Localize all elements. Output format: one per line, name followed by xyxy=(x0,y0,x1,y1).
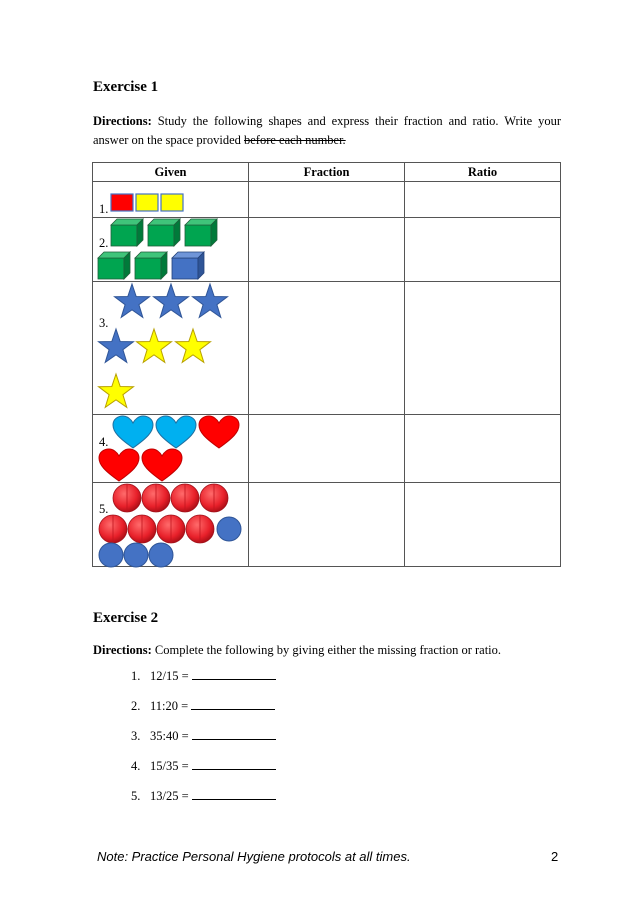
hearts-group-icon xyxy=(98,415,248,481)
fraction-answer-cell[interactable] xyxy=(249,415,405,483)
list-item xyxy=(131,668,276,684)
given-cell-2 xyxy=(93,218,249,282)
table-header-row xyxy=(93,163,561,182)
ratio-answer-cell[interactable] xyxy=(405,182,561,218)
directions-label: Directions: xyxy=(93,643,152,657)
list-item xyxy=(131,758,276,774)
item-expression: 13/25 = xyxy=(150,789,189,803)
row-number: 3. xyxy=(99,316,109,330)
item-expression: 11:20 = xyxy=(150,699,189,713)
exercise-2-title: Exercise 2 xyxy=(93,610,159,626)
item-number: 3. xyxy=(131,729,141,743)
given-cell-5 xyxy=(93,483,249,567)
page-number: 2 xyxy=(551,849,559,864)
item-number: 4. xyxy=(131,759,141,773)
item-expression: 15/35 = xyxy=(150,759,189,773)
table-row xyxy=(93,182,561,218)
header-given: Given xyxy=(93,163,249,182)
directions-text: Complete the following by giving either the missing fraction or ratio. xyxy=(151,643,502,657)
struck-text: before each number. xyxy=(244,133,346,147)
list-item xyxy=(131,728,276,744)
directions-label: Directions: xyxy=(93,114,152,128)
header-ratio: Ratio xyxy=(405,163,561,182)
row-number: 5. xyxy=(99,502,109,516)
table-row xyxy=(93,218,561,282)
fraction-answer-cell[interactable] xyxy=(249,182,405,218)
list-item xyxy=(131,788,276,804)
row-number: 1. xyxy=(99,202,109,216)
given-cell-1 xyxy=(93,182,249,218)
given-cell-3 xyxy=(93,282,249,415)
fraction-answer-cell[interactable] xyxy=(249,483,405,567)
exercise-2-directions xyxy=(93,641,561,660)
item-number: 5. xyxy=(131,789,141,803)
squares-group-icon xyxy=(110,193,186,213)
stars-group-icon xyxy=(98,284,228,414)
item-expression: 12/15 = xyxy=(150,669,189,683)
table-row xyxy=(93,483,561,567)
header-fraction: Fraction xyxy=(249,163,405,182)
exercise-1-directions xyxy=(93,112,561,150)
balls-group-icon xyxy=(98,484,248,568)
list-item xyxy=(131,698,275,714)
ratio-answer-cell[interactable] xyxy=(405,218,561,282)
fraction-answer-cell[interactable] xyxy=(249,218,405,282)
exercise-1-title: Exercise 1 xyxy=(93,79,159,95)
ratio-answer-cell[interactable] xyxy=(405,415,561,483)
answer-blank[interactable] xyxy=(192,668,276,680)
table-row xyxy=(93,415,561,483)
fraction-answer-cell[interactable] xyxy=(249,282,405,415)
table-row xyxy=(93,282,561,415)
row-number: 2. xyxy=(99,236,109,250)
answer-blank[interactable] xyxy=(191,698,275,710)
directions-text: Study the following shapes and express their fraction and ratio. Write your answer on the space provided xyxy=(93,114,561,147)
ratio-answer-cell[interactable] xyxy=(405,282,561,415)
item-expression: 35:40 = xyxy=(150,729,189,743)
footer-note: Note: Practice Personal Hygiene protocols at all times. xyxy=(97,849,411,864)
answer-blank[interactable] xyxy=(192,788,276,800)
item-number: 1. xyxy=(131,669,141,683)
cubes-group-icon xyxy=(98,219,228,281)
ratio-answer-cell[interactable] xyxy=(405,483,561,567)
answer-blank[interactable] xyxy=(192,728,276,740)
row-number: 4. xyxy=(99,435,109,449)
shapes-table xyxy=(92,162,561,567)
answer-blank[interactable] xyxy=(192,758,276,770)
item-number: 2. xyxy=(131,699,141,713)
given-cell-4 xyxy=(93,415,249,483)
